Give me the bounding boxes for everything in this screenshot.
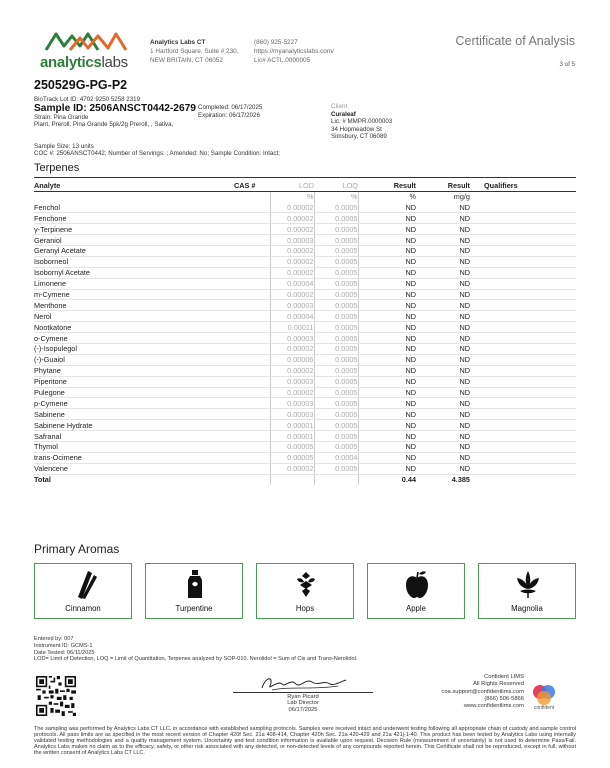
lod-loq-legend: LOD= Limit of Detection, LOQ = Limit of Quantitation, Terpenes analyzed by SOP-010. Nerolidol = Sum of Cis and Trans-Nerolidol. [34, 656, 358, 663]
analyte-name: trans-Ocimene [34, 452, 234, 463]
result-percent: ND [358, 387, 416, 398]
lod-value: 0.00006 [270, 354, 314, 365]
aroma-label: Hops [295, 604, 315, 613]
analyte-name: Thymol [34, 441, 234, 452]
signer-date: 06/17/2025 [288, 706, 318, 713]
loq-value: 0.0005 [314, 245, 358, 256]
result-percent: ND [358, 202, 416, 213]
qualifiers [470, 441, 576, 452]
aroma-label: Magnolia [511, 604, 543, 613]
result-mg: ND [416, 376, 470, 387]
lab-phone: (860) 925-5227 [254, 39, 298, 46]
logo-peaks-icon [40, 30, 134, 54]
lod-value: 0.00001 [270, 420, 314, 431]
result-percent: ND [358, 322, 416, 333]
analyte-name: o-Cymene [34, 333, 234, 344]
cas-number [234, 224, 270, 235]
loq-value: 0.0005 [314, 300, 358, 311]
lims-name: Confident LIMS [484, 674, 524, 680]
analyte-name: Valencene [34, 463, 234, 474]
result-percent: ND [358, 224, 416, 235]
cas-number [234, 256, 270, 267]
table-row [34, 278, 576, 289]
loq-value: 0.0005 [314, 322, 358, 333]
signer-name: Ryan Picard [287, 694, 319, 700]
result-mg: ND [416, 224, 470, 235]
lod-value: 0.00002 [270, 202, 314, 213]
cas-number [234, 441, 270, 452]
analyte-name: p-Cymene [34, 398, 234, 409]
loq-value: 0.0005 [314, 343, 358, 354]
loq-value: 0.0005 [314, 376, 358, 387]
loq-value: 0.0005 [314, 431, 358, 442]
primary-aromas-title: Primary Aromas [34, 542, 120, 556]
page-number: 3 of 5 [559, 61, 575, 68]
table-row [34, 245, 576, 256]
analyte-name: Safranal [34, 431, 234, 442]
result-percent: ND [358, 256, 416, 267]
logo-text-main: analytics [40, 54, 102, 71]
cas-number [234, 376, 270, 387]
table-row [34, 300, 576, 311]
table-row [34, 420, 576, 431]
result-percent: ND [358, 398, 416, 409]
lab-address-line-2: NEW BRITAIN, CT 06052 [150, 57, 223, 64]
loq-value: 0.0005 [314, 311, 358, 322]
loq-value: 0.0005 [314, 267, 358, 278]
loq-value: 0.0005 [314, 202, 358, 213]
qualifiers [470, 289, 576, 300]
lod-value: 0.00004 [270, 311, 314, 322]
hops-icon [292, 569, 320, 599]
magnolia-icon [514, 569, 542, 599]
terpenes-table [34, 180, 576, 485]
unit-result-percent: % [358, 191, 416, 202]
lod-value: 0.00005 [270, 441, 314, 452]
qualifiers [470, 452, 576, 463]
total-row [34, 474, 576, 485]
analyte-name: γ-Terpinene [34, 224, 234, 235]
lod-value: 0.00002 [270, 343, 314, 354]
strain: Strain: Pina Grande [34, 114, 89, 121]
test-notes [34, 636, 357, 663]
table-row [34, 256, 576, 267]
cas-number [234, 278, 270, 289]
result-mg: ND [416, 409, 470, 420]
lod-value: 0.00004 [270, 278, 314, 289]
qualifiers [470, 267, 576, 278]
result-percent: ND [358, 311, 416, 322]
loq-value: 0.0005 [314, 333, 358, 344]
qualifiers [470, 333, 576, 344]
result-mg: ND [416, 365, 470, 376]
loq-value: 0.0005 [314, 213, 358, 224]
cas-number [234, 343, 270, 354]
qualifiers [470, 300, 576, 311]
cas-number [234, 354, 270, 365]
client-block [331, 103, 392, 141]
table-header-row [34, 180, 576, 191]
header-qualifiers: Qualifiers [470, 180, 576, 191]
result-mg: ND [416, 278, 470, 289]
loq-value: 0.0005 [314, 441, 358, 452]
total-loq [314, 474, 358, 485]
cas-number [234, 431, 270, 442]
result-percent: ND [358, 278, 416, 289]
dates-block [198, 104, 262, 119]
analyte-name: Fenchol [34, 202, 234, 213]
lod-value: 0.00003 [270, 300, 314, 311]
lims-phone: (866) 506-5866 [484, 695, 524, 702]
cas-number [234, 311, 270, 322]
lod-value: 0.00002 [270, 245, 314, 256]
cinnamon-icon [70, 569, 98, 599]
analyte-name: (-)-Guaiol [34, 354, 234, 365]
lims-website-link[interactable]: www.confidentlims.com [463, 703, 524, 710]
expiration-date: Expiration: 06/17/2026 [198, 111, 260, 119]
qualifiers [470, 224, 576, 235]
loq-value: 0.0005 [314, 289, 358, 300]
result-mg: ND [416, 322, 470, 333]
date-tested: Date Tested: 06/11/2025 [34, 649, 95, 656]
sample-size: Sample Size: 13 units [34, 143, 94, 150]
client-address-1: 34 Hopmeadow St [331, 125, 382, 133]
result-mg: ND [416, 245, 470, 256]
qualifiers [470, 278, 576, 289]
result-percent: ND [358, 289, 416, 300]
table-row [34, 441, 576, 452]
cas-number [234, 365, 270, 376]
result-mg: ND [416, 311, 470, 322]
client-address-2: Simsbury, CT 06089 [331, 133, 387, 140]
lims-email-link[interactable]: coa.support@confidentlims.com [441, 688, 524, 695]
result-mg: ND [416, 333, 470, 344]
lod-value: 0.00001 [270, 431, 314, 442]
qualifiers [470, 213, 576, 224]
cas-number [234, 267, 270, 278]
lod-value: 0.00011 [270, 322, 314, 333]
analyte-name: m-Cymene [34, 289, 234, 300]
result-percent: ND [358, 441, 416, 452]
cas-number [234, 409, 270, 420]
qr-code-icon[interactable] [36, 676, 76, 716]
result-mg: ND [416, 213, 470, 224]
lab-name: Analytics Labs CT [150, 39, 206, 46]
result-mg: ND [416, 267, 470, 278]
result-percent: ND [358, 365, 416, 376]
total-result-mg: 4.385 [416, 474, 470, 485]
result-percent: ND [358, 431, 416, 442]
signature-image [252, 672, 352, 694]
result-percent: ND [358, 235, 416, 246]
signature-line [233, 692, 373, 693]
lod-value: 0.00003 [270, 398, 314, 409]
total-qualifiers [470, 474, 576, 485]
result-mg: ND [416, 343, 470, 354]
aroma-label: Turpentine [175, 604, 213, 613]
result-percent: ND [358, 333, 416, 344]
cas-number [234, 300, 270, 311]
analyte-name: (-)-Isopulegol [34, 343, 234, 354]
header-loq: LOQ [314, 180, 358, 191]
lod-value: 0.00005 [270, 452, 314, 463]
header-result-mg: Result [416, 180, 470, 191]
instrument-id: Instrument ID: GCMS-1 [34, 642, 93, 649]
cas-number [234, 213, 270, 224]
result-percent: ND [358, 452, 416, 463]
cas-number [234, 420, 270, 431]
table-row [34, 354, 576, 365]
lod-value: 0.00002 [270, 463, 314, 474]
lod-value: 0.00002 [270, 213, 314, 224]
lims-rights: All Rights Reserved [473, 681, 524, 688]
total-result-percent: 0.44 [358, 474, 416, 485]
lab-license: Lic# ACTL.0000005 [254, 57, 311, 64]
lod-value: 0.00003 [270, 333, 314, 344]
lab-website-link[interactable]: https://myanalyticslabs.com/ [254, 48, 334, 55]
result-percent: ND [358, 376, 416, 387]
table-row [34, 311, 576, 322]
loq-value: 0.0005 [314, 420, 358, 431]
analyte-name: Sabinene [34, 409, 234, 420]
analyte-name: Fenchone [34, 213, 234, 224]
qualifiers [470, 322, 576, 333]
table-row [34, 398, 576, 409]
confident-logo-text: confident [533, 705, 555, 711]
table-row [34, 267, 576, 278]
terpenes-section-title: Terpenes [34, 162, 80, 174]
result-percent: ND [358, 267, 416, 278]
analyte-name: Piperitone [34, 376, 234, 387]
product-description: Plant, Preroll, Pina Grande 5pk/2g Preroll, , Sativa, [34, 121, 174, 128]
sample-id: Sample ID: 2506ANSCT0442-2679 [34, 103, 196, 114]
analyte-name: Isobornyl Acetate [34, 267, 234, 278]
analyte-name: Limonene [34, 278, 234, 289]
section-divider [34, 177, 576, 178]
confident-logo-icon [530, 680, 558, 708]
client-name: Curaleaf [331, 110, 356, 118]
table-row [34, 387, 576, 398]
lab-address-line-1: 1 Hartford Square, Suite # 230, [150, 48, 239, 55]
qualifiers [470, 245, 576, 256]
unit-lod: % [270, 191, 314, 202]
cas-number [234, 322, 270, 333]
lod-value: 0.00003 [270, 409, 314, 420]
signer-block [233, 694, 373, 713]
result-percent: ND [358, 213, 416, 224]
lod-value: 0.00003 [270, 376, 314, 387]
result-mg: ND [416, 354, 470, 365]
loq-value: 0.0005 [314, 354, 358, 365]
header-cas: CAS # [234, 180, 270, 191]
qualifiers [470, 343, 576, 354]
result-mg: ND [416, 387, 470, 398]
result-mg: ND [416, 202, 470, 213]
cas-number [234, 202, 270, 213]
table-row [34, 235, 576, 246]
sample-code: 250529G-PG-P2 [34, 78, 128, 92]
analyte-name: Nerol [34, 311, 234, 322]
turpentine-bottle-icon [181, 569, 209, 599]
table-row [34, 213, 576, 224]
qualifiers [470, 365, 576, 376]
result-percent: ND [358, 420, 416, 431]
table-row [34, 409, 576, 420]
result-mg: ND [416, 463, 470, 474]
lab-contact-block [254, 38, 334, 65]
total-cas [234, 474, 270, 485]
qualifiers [470, 463, 576, 474]
lab-address-block [150, 38, 238, 65]
qualifiers [470, 409, 576, 420]
loq-value: 0.0005 [314, 224, 358, 235]
table-row [34, 322, 576, 333]
analyte-name: Pulegone [34, 387, 234, 398]
total-label: Total [34, 474, 234, 485]
result-mg: ND [416, 289, 470, 300]
result-mg: ND [416, 235, 470, 246]
qualifiers [470, 235, 576, 246]
result-mg: ND [416, 256, 470, 267]
client-label: Client [331, 103, 348, 110]
client-license: Lic. # MMPR.0000003 [331, 118, 393, 125]
loq-value: 0.0004 [314, 452, 358, 463]
qualifiers [470, 398, 576, 409]
table-row [34, 343, 576, 354]
loq-value: 0.0005 [314, 365, 358, 376]
result-mg: ND [416, 300, 470, 311]
aroma-card-turpentine [145, 563, 243, 619]
disclaimer-text: The sampling was performed by Analytics Labs CT LLC, in accordance with established sampling protocols. Samples were received intact and underwent testing following all appropriate chain of custody and sample control protocols. All pass limits are as specified in the most recent version of Chapter 420f Sec. 21a 408-414, Chapter 420h Sec. 21a 420-429 and 21a 421j-1-40. This product has been tested by Analytics Labs using internally validated testing methodologies and a quality management system. Uncertainty and test condition information is available upon request. Decision Rule (measurement of uncertainty) is not used to determine Pass/Fail. Analytics Labs makes no claim as to the efficacy, safety, or other risk associated with any detected, or non-detected levels of any compounds reported herein. This Certificate shall not be reproduced, except in full, without the written consent of Analytics Labs CT LLC. [34, 726, 576, 757]
coc-info: COC #: 2506ANSCT0442; Number of Servings: ; Amended: No; Sample Condition: Intact; [34, 150, 280, 157]
lod-value: 0.00002 [270, 365, 314, 376]
analyte-name: Geranyl Acetate [34, 245, 234, 256]
lod-value: 0.00002 [270, 289, 314, 300]
table-row [34, 289, 576, 300]
lod-value: 0.00002 [270, 387, 314, 398]
document-title: Certificate of Analysis [455, 34, 575, 48]
result-mg: ND [416, 398, 470, 409]
analyte-name: Isoborneol [34, 256, 234, 267]
table-row [34, 333, 576, 344]
result-percent: ND [358, 354, 416, 365]
aroma-label: Apple [406, 604, 426, 613]
result-percent: ND [358, 409, 416, 420]
result-mg: ND [416, 431, 470, 442]
loq-value: 0.0005 [314, 387, 358, 398]
loq-value: 0.0005 [314, 278, 358, 289]
completed-date: Completed: 06/17/2025 [198, 104, 263, 111]
qualifiers [470, 256, 576, 267]
analyte-name: Menthone [34, 300, 234, 311]
table-row [34, 376, 576, 387]
analyte-name: Geraniol [34, 235, 234, 246]
aroma-card-magnolia [478, 563, 576, 619]
header-result-percent: Result [358, 180, 416, 191]
lims-contact-block [420, 674, 524, 710]
analyte-name: Phytane [34, 365, 234, 376]
lod-value: 0.00003 [270, 235, 314, 246]
cas-number [234, 398, 270, 409]
cas-number [234, 333, 270, 344]
table-row [34, 202, 576, 213]
entered-by: Entered by: 007 [34, 636, 74, 642]
header-lod: LOD [270, 180, 314, 191]
qualifiers [470, 202, 576, 213]
analyte-name: Nootkatone [34, 322, 234, 333]
loq-value: 0.0005 [314, 235, 358, 246]
qualifiers [470, 431, 576, 442]
logo-text-sub: labs [101, 54, 128, 71]
table-row [34, 431, 576, 442]
result-percent: ND [358, 343, 416, 354]
aroma-card-hops [256, 563, 354, 619]
signer-title: Lab Director [287, 700, 319, 707]
table-row [34, 365, 576, 376]
result-mg: ND [416, 420, 470, 431]
unit-result-mg: mg/g [453, 192, 470, 202]
biotrack-lot-id: BioTrack Lot ID: 4702 9250 5258 2319 [34, 96, 141, 103]
cas-number [234, 452, 270, 463]
table-row [34, 224, 576, 235]
unit-loq: % [314, 191, 358, 202]
qualifiers [470, 311, 576, 322]
qualifiers [470, 420, 576, 431]
header-analyte: Analyte [34, 180, 234, 191]
cas-number [234, 463, 270, 474]
loq-value: 0.0005 [314, 256, 358, 267]
loq-value: 0.0005 [314, 409, 358, 420]
cas-number [234, 235, 270, 246]
result-mg: ND [416, 441, 470, 452]
result-percent: ND [358, 300, 416, 311]
cas-number [234, 245, 270, 256]
result-percent: ND [358, 463, 416, 474]
analyte-name: Sabinene Hydrate [34, 420, 234, 431]
apple-icon [403, 569, 431, 599]
units-row [34, 191, 576, 202]
analytics-labs-logo [40, 30, 134, 72]
qualifiers [470, 376, 576, 387]
lod-value: 0.00002 [270, 267, 314, 278]
loq-value: 0.0005 [314, 398, 358, 409]
loq-value: 0.0005 [314, 463, 358, 474]
aroma-card-cinnamon [34, 563, 132, 619]
table-row [34, 452, 576, 463]
result-mg: ND [416, 452, 470, 463]
cas-number [234, 387, 270, 398]
total-lod [270, 474, 314, 485]
cas-number [234, 289, 270, 300]
aroma-label: Cinnamon [65, 604, 101, 613]
qualifiers [470, 354, 576, 365]
result-percent: ND [358, 245, 416, 256]
aroma-card-apple [367, 563, 465, 619]
qualifiers [470, 387, 576, 398]
table-row [34, 463, 576, 474]
lod-value: 0.00002 [270, 224, 314, 235]
lod-value: 0.00002 [270, 256, 314, 267]
